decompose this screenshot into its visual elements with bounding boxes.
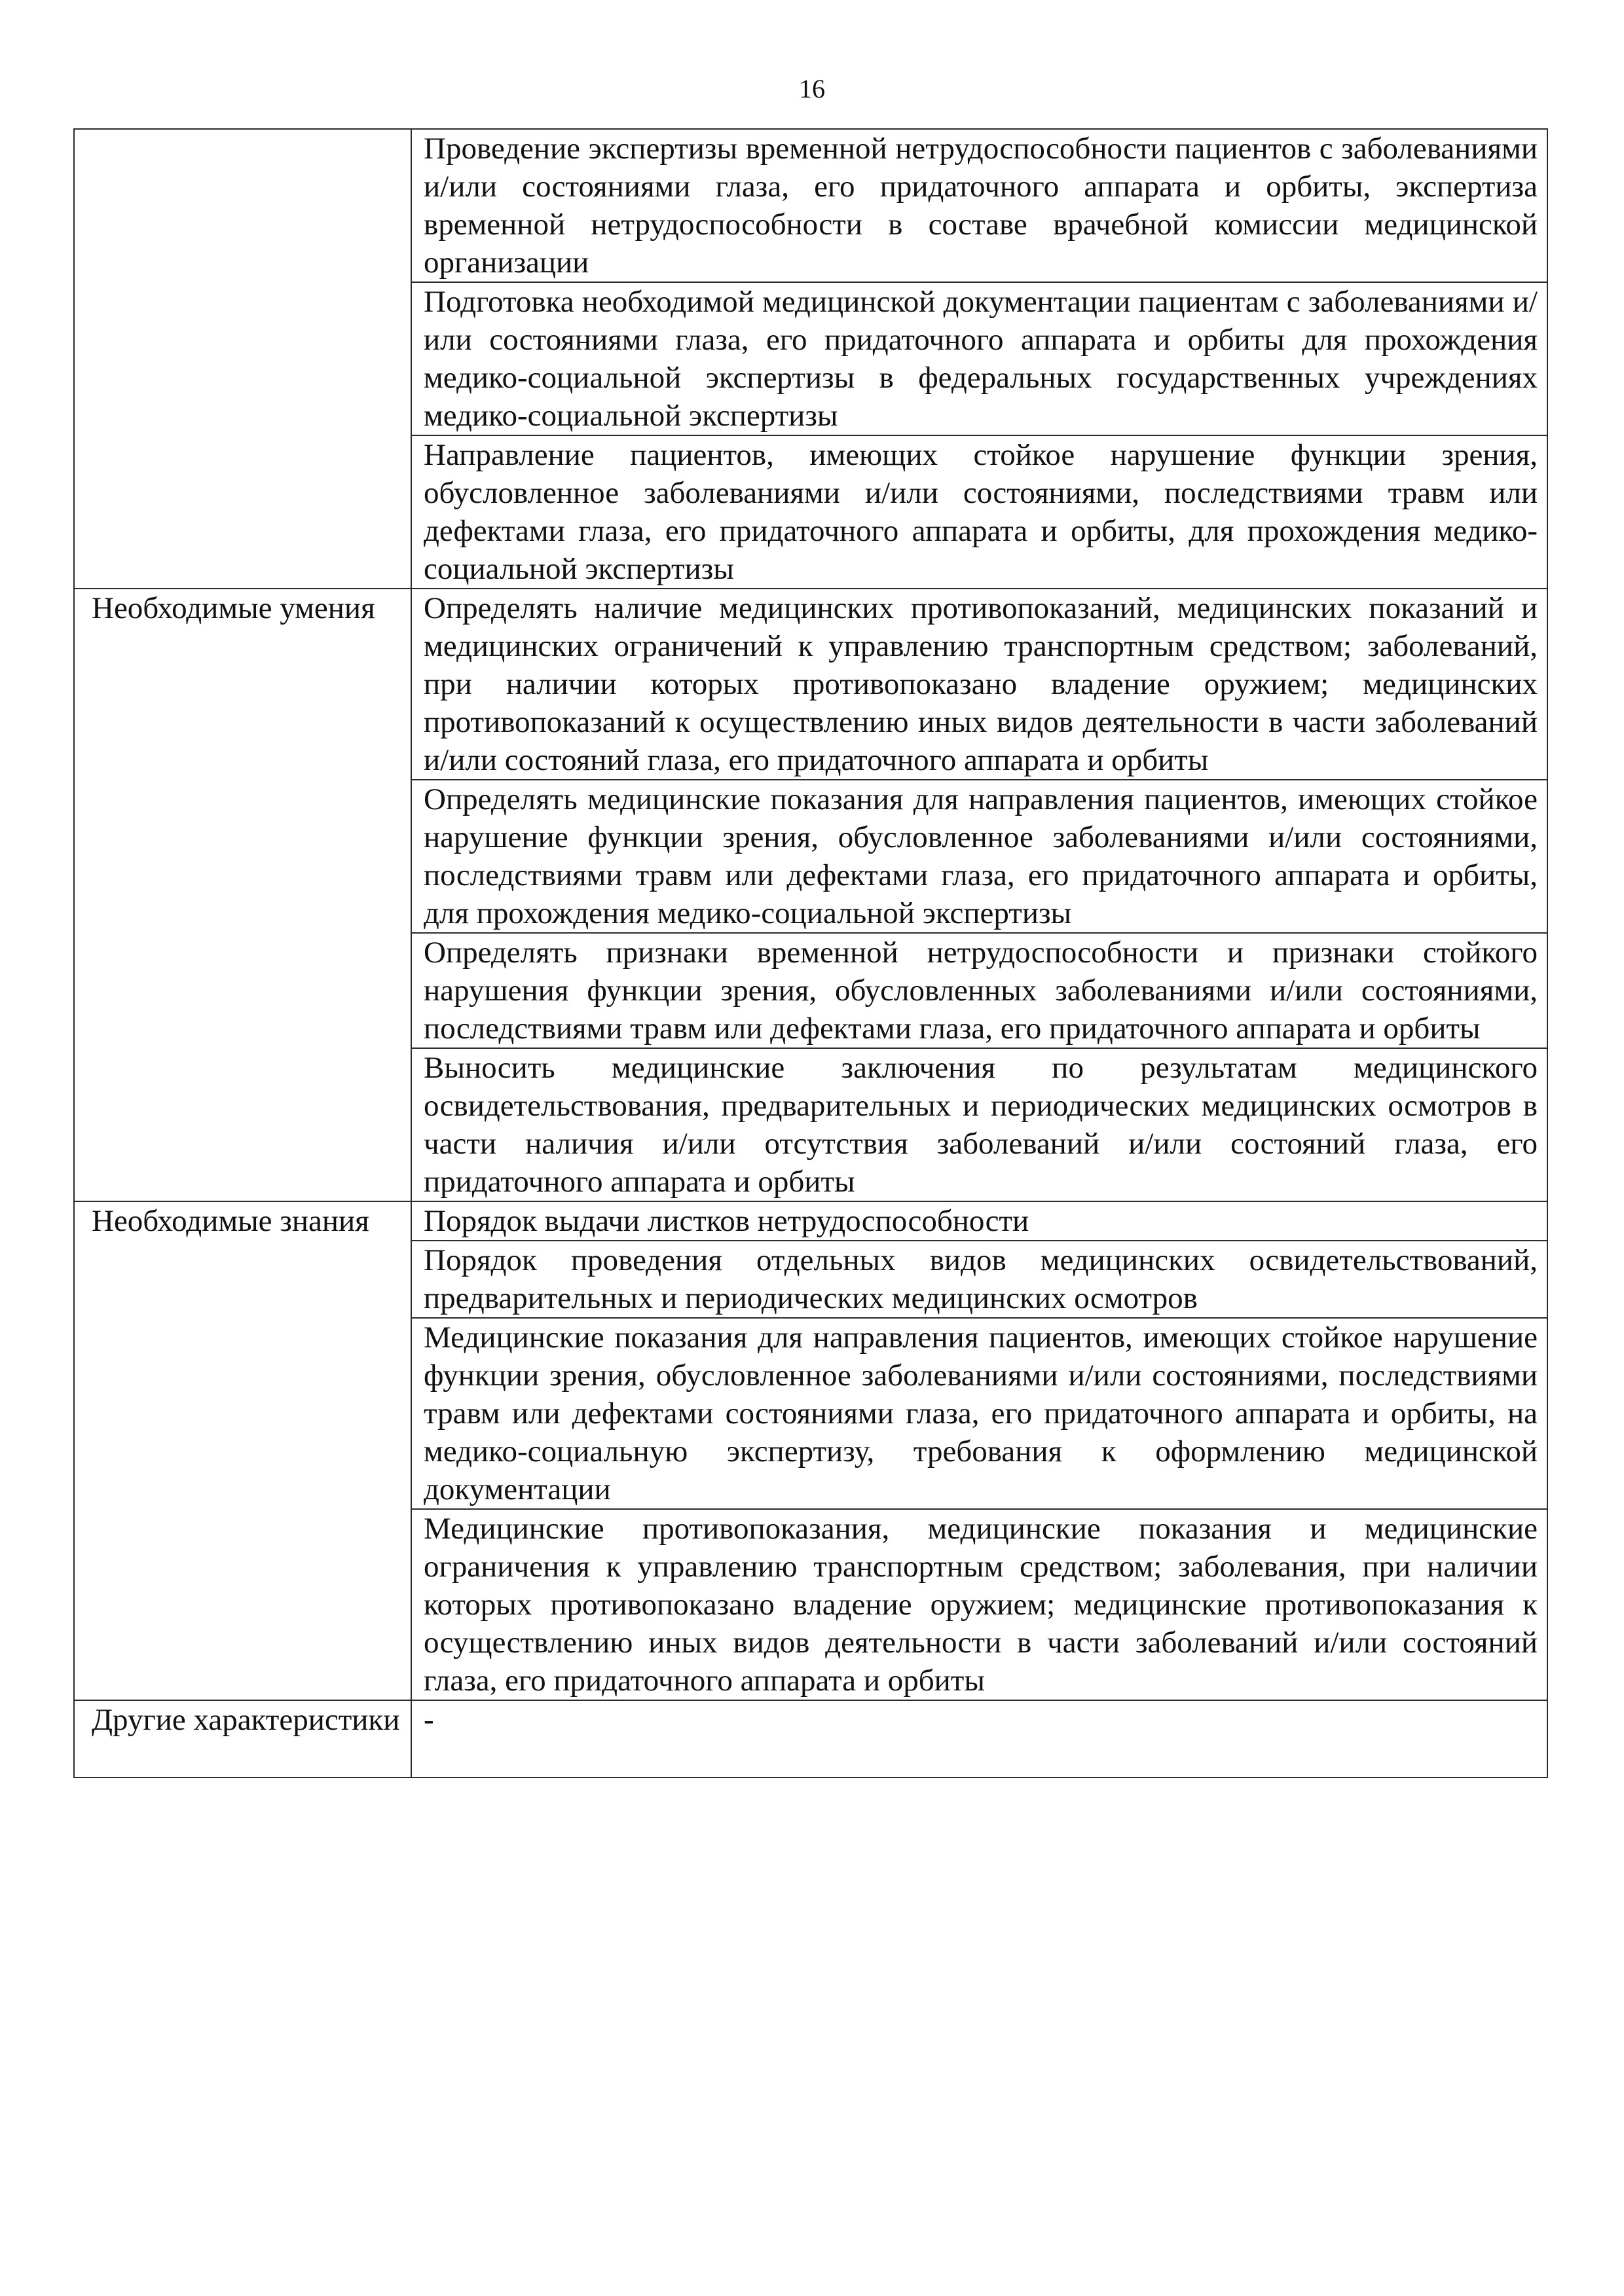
knowledge-cell: Порядок проведения отдельных видов медицинских освидетельствований, предварительных и периодических медицинских осмотров — [411, 1241, 1547, 1318]
skill-cell: Определять медицинские показания для направления пациентов, имеющих стойкое нарушение функции зрения, обусловленное заболеваниями и/или состояниями, последствиями травм или дефектами глаза, его придаточного аппарата и орбиты, для прохождения медико-социальной экспертизы — [411, 780, 1547, 933]
table-row — [74, 1700, 1547, 1777]
labor-functions-table — [73, 128, 1548, 1778]
knowledge-cell: Порядок выдачи листков нетрудоспособности — [411, 1201, 1547, 1241]
labor-action-cell: Направление пациентов, имеющих стойкое нарушение функции зрения, обусловленное заболеваниями и/или состояниями, последствиями травм или дефектами глаза, его придаточного аппарата и орбиты, для прохождения медико-социальной экспертизы — [411, 435, 1547, 589]
table-row — [74, 1201, 1547, 1241]
skill-cell: Определять признаки временной нетрудоспособности и признаки стойкого нарушения функции зрения, обусловленных заболеваниями и/или состояниями, последствиями травм или дефектами глаза, его придаточного аппарата и орбиты — [411, 933, 1547, 1048]
skill-cell: Определять наличие медицинских противопоказаний, медицинских показаний и медицинских ограничений к управлению транспортным средством; заболеваний, при наличии которых противопоказано владение оружием; медицинских противопоказаний к осуществлению иных видов деятельности в части заболеваний и/или состояний глаза, его придаточного аппарата и орбиты — [411, 589, 1547, 780]
knowledge-cell: Медицинские противопоказания, медицинские показания и медицинские ограничения к управлению транспортным средством; заболевания, при наличии которых противопоказано владение оружием; медицинские противопоказания к осуществлению иных видов деятельности в части заболеваний и/или состояний глаза, его придаточного аппарата и орбиты — [411, 1509, 1547, 1700]
other-characteristics-value: - — [411, 1700, 1547, 1777]
required-skills-label: Необходимые умения — [74, 589, 411, 1201]
required-knowledge-label: Необходимые знания — [74, 1201, 411, 1700]
labor-action-cell: Подготовка необходимой медицинской документации пациентам с заболеваниями и/или состояниями глаза, его придаточного аппарата и орбиты для прохождения медико-социальной экспертизы в федеральных государственных учреждениях медико-социальной экспертизы — [411, 282, 1547, 435]
labor-action-cell: Проведение экспертизы временной нетрудоспособности пациентов с заболеваниями и/или состояниями глаза, его придаточного аппарата и орбиты, экспертиза временной нетрудоспособности в составе врачебной комиссии медицинской организации — [411, 129, 1547, 282]
row-label-cell — [74, 129, 411, 589]
skill-cell: Выносить медицинские заключения по результатам медицинского освидетельствования, предварительных и периодических медицинских осмотров в части наличия и/или отсутствия заболеваний и/или состояний глаза, его придаточного аппарата и орбиты — [411, 1048, 1547, 1201]
table-row — [74, 129, 1547, 282]
knowledge-cell: Медицинские показания для направления пациентов, имеющих стойкое нарушение функции зрения, обусловленное заболеваниями и/или состояниями, последствиями травм или дефектами состояниями глаза, его придаточного аппарата и орбиты, на медико-социальную экспертизу, требования к оформлению медицинской документации — [411, 1318, 1547, 1509]
other-characteristics-label: Другие характеристики — [74, 1700, 411, 1777]
table-row — [74, 589, 1547, 780]
page-number: 16 — [799, 74, 825, 103]
